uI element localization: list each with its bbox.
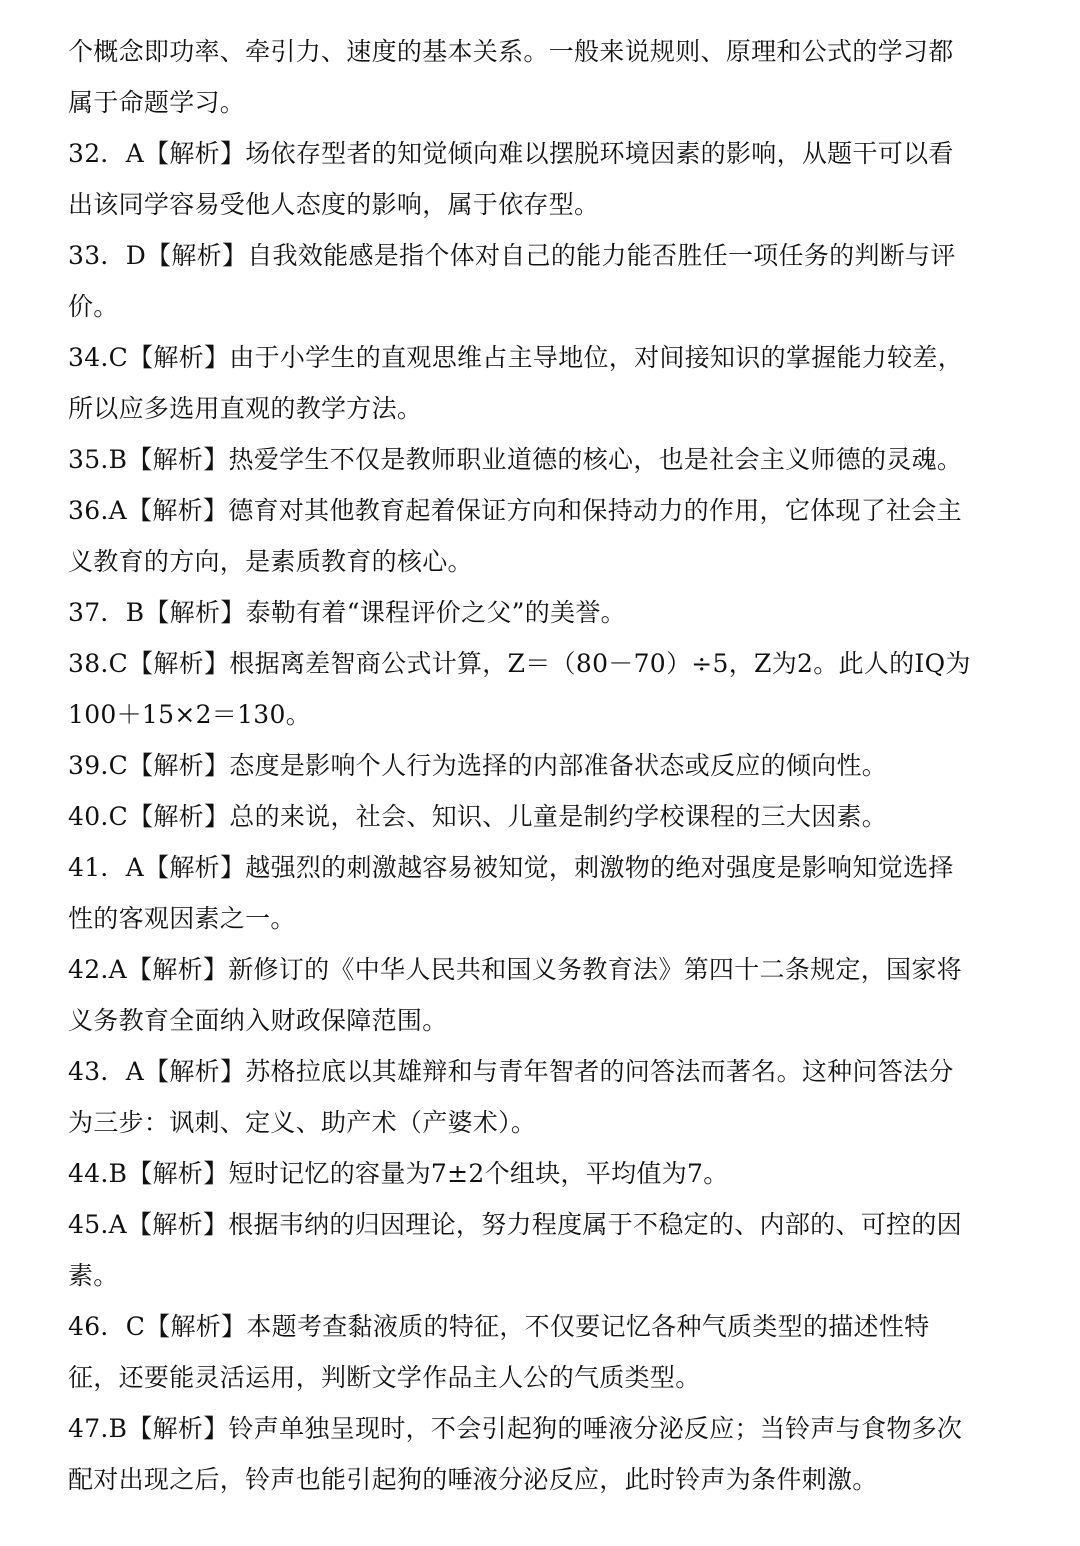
answer-entry-47: 47.B【解析】铃声单独呈现时，不会引起狗的唾液分泌反应；当铃声与食物多次配对出现之后，铃声也能引起狗的唾液分泌反应，此时铃声为条件刺激。 bbox=[68, 1414, 963, 1494]
answer-entry-31-continued: 个概念即功率、牵引力、速度的基本关系。一般来说规则、原理和公式的学习都属于命题学习。 bbox=[68, 37, 954, 117]
answer-entry-35: 35.B【解析】热爱学生不仅是教师职业道德的核心，也是社会主义师德的灵魂。 bbox=[68, 445, 963, 474]
answer-entry-41: 41．A【解析】越强烈的刺激越容易被知觉，刺激物的绝对强度是影响知觉选择性的客观因素之一。 bbox=[68, 853, 954, 933]
answer-entry-43: 43．A【解析】苏格拉底以其雄辩和与青年智者的问答法而著名。这种问答法分为三步：讽刺、定义、助产术（产婆术）。 bbox=[68, 1057, 954, 1137]
answer-entry-44: 44.B【解析】短时记忆的容量为7±2个组块，平均值为7。 bbox=[68, 1159, 729, 1188]
answer-entry-39: 39.C【解析】态度是影响个人行为选择的内部准备状态或反应的倾向性。 bbox=[68, 751, 888, 780]
answer-entry-38: 38.C【解析】根据离差智商公式计算，Z＝（80－70）÷5，Z为2。此人的IQ为100＋15×2＝130。 bbox=[68, 649, 971, 729]
answer-entry-45: 45.A【解析】根据韦纳的归因理论，努力程度属于不稳定的、内部的、可控的因素。 bbox=[68, 1210, 962, 1290]
answer-entry-34: 34.C【解析】由于小学生的直观思维占主导地位，对间接知识的掌握能力较差，所以应多选用直观的教学方法。 bbox=[68, 343, 963, 423]
answer-entry-33: 33．D【解析】自我效能感是指个体对自己的能力能否胜任一项任务的判断与评价。 bbox=[68, 241, 956, 321]
answer-entry-37: 37．B【解析】泰勒有着“课程评价之父”的美誉。 bbox=[68, 598, 626, 627]
answer-entry-46: 46．C【解析】本题考查黏液质的特征，不仅要记忆各种气质类型的描述性特征，还要能灵活运用，判断文学作品主人公的气质类型。 bbox=[68, 1312, 930, 1392]
answer-entry-36: 36.A【解析】德育对其他教育起着保证方向和保持动力的作用，它体现了社会主义教育的方向，是素质教育的核心。 bbox=[68, 496, 962, 576]
answer-entry-32: 32．A【解析】场依存型者的知觉倾向难以摆脱环境因素的影响，从题干可以看出该同学容易受他人态度的影响，属于依存型。 bbox=[68, 139, 954, 219]
answer-entry-40: 40.C【解析】总的来说，社会、知识、儿童是制约学校课程的三大因素。 bbox=[68, 802, 888, 831]
answer-entry-42: 42.A【解析】新修订的《中华人民共和国义务教育法》第四十二条规定，国家将义务教育全面纳入财政保障范围。 bbox=[68, 955, 962, 1035]
